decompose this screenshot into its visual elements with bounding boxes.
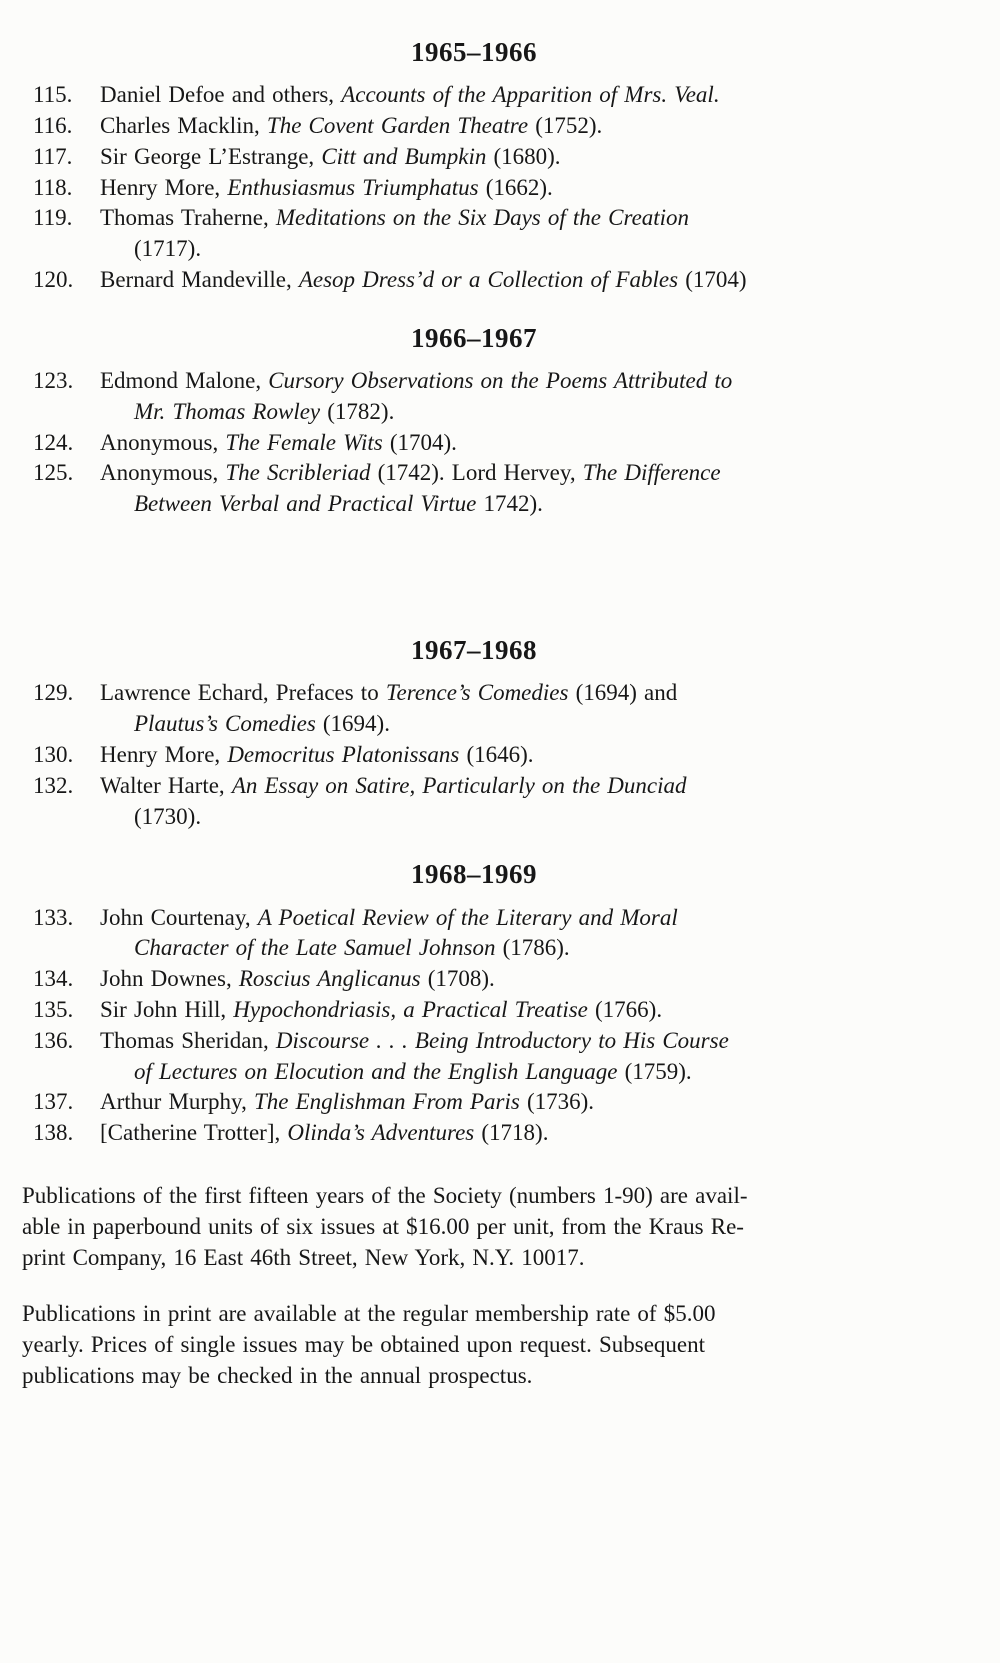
text-run: John Downes, — [100, 966, 239, 992]
title-run: An Essay on Satire, Particularly on the Dunciad — [231, 772, 687, 798]
text-run: Thomas Sheridan, — [100, 1027, 276, 1053]
text-run: Anonymous, — [100, 429, 226, 455]
title-run: Hypochondriasis, a Practical Treatise — [233, 996, 588, 1022]
paragraph-line: Publications in print are available at the regular membership rate of $5.00 — [22, 1301, 716, 1327]
publication-entry — [22, 265, 986, 296]
text-run: (1730). — [134, 803, 202, 829]
entry-number: 115. — [33, 82, 73, 108]
title-run: Mr. Thomas Rowley — [134, 398, 321, 424]
publication-sections — [22, 34, 986, 1149]
text-run: Sir George L’Estrange, — [100, 143, 322, 169]
publication-entry — [22, 366, 986, 428]
title-run: Character of the Late Samuel Johnson — [134, 935, 496, 961]
publication-entry — [22, 740, 986, 771]
entry-number: 116. — [33, 112, 73, 138]
entry-text — [100, 366, 986, 428]
entry-number: 135. — [33, 996, 74, 1022]
entry-text — [100, 771, 986, 833]
text-run: (1786). — [495, 935, 570, 961]
availability-paragraph — [22, 1181, 952, 1273]
paragraph-line: publications may be checked in the annual prospectus. — [22, 1363, 533, 1389]
paragraph-line: print Company, 16 East 46th Street, New York, N.Y. 10017. — [22, 1244, 585, 1270]
text-run: 1742). — [476, 491, 543, 517]
publication-entry — [22, 111, 986, 142]
paragraph-line: able in paperbound units of six issues at $16.00 per unit, from the Kraus Re- — [22, 1213, 744, 1239]
title-run: The Covent Garden Theatre — [266, 112, 529, 138]
entry-text — [100, 80, 986, 111]
entry-number: 119. — [33, 205, 73, 231]
text-run: Henry More, — [100, 741, 228, 767]
publication-entry — [22, 142, 986, 173]
text-run: Anonymous, — [100, 460, 226, 486]
section-heading: 1966–1967 — [411, 322, 537, 353]
text-run: (1766). — [587, 996, 663, 1022]
entry-text — [100, 903, 986, 965]
entry-number: 138. — [33, 1120, 74, 1146]
title-run: The Scribleriad — [225, 460, 371, 486]
entry-number: 125. — [33, 460, 74, 486]
entry-text — [100, 428, 986, 459]
entry-text — [100, 203, 986, 265]
title-run: The Englishman From Paris — [253, 1089, 520, 1115]
publication-entry — [22, 771, 986, 833]
section-heading: 1967–1968 — [411, 635, 537, 666]
publication-entry — [22, 678, 986, 740]
title-run: The Difference — [582, 460, 721, 486]
entry-number: 133. — [33, 904, 74, 930]
title-run: Accounts of the Apparition of Mrs. Veal. — [341, 82, 720, 108]
publication-entry — [22, 1087, 986, 1118]
title-run: A Poetical Review of the Literary and Moral — [257, 904, 678, 930]
title-run: Democritus Platonissans — [227, 741, 460, 767]
title-run: Aesop Dress’d or a Collection of Fables — [298, 267, 679, 293]
entry-text — [100, 458, 986, 520]
publication-entry — [22, 203, 986, 265]
entry-number: 124. — [33, 429, 74, 455]
title-run: The Female Wits — [225, 429, 383, 455]
year-section — [22, 320, 986, 520]
title-run: Cursory Observations on the Poems Attributed to — [268, 368, 733, 394]
text-run: (1718). — [474, 1120, 549, 1146]
text-run: Daniel Defoe and others, — [100, 82, 342, 108]
publication-entry — [22, 903, 986, 965]
entry-text — [100, 1026, 986, 1088]
entry-number: 117. — [33, 143, 73, 169]
text-run: John Courtenay, — [100, 904, 258, 930]
text-run: [Catherine Trotter], — [100, 1120, 288, 1146]
entry-text — [100, 111, 986, 142]
year-section — [22, 34, 986, 296]
availability-paragraphs — [22, 1181, 986, 1392]
publication-entry — [22, 964, 986, 995]
entry-number: 132. — [33, 772, 74, 798]
entry-number: 118. — [33, 174, 73, 200]
entry-text — [100, 265, 986, 296]
text-run: (1752). — [528, 112, 603, 138]
text-run: (1704) — [678, 267, 747, 293]
entry-text — [100, 1087, 986, 1118]
section-heading: 1968–1969 — [411, 859, 537, 890]
text-run: Walter Harte, — [100, 772, 232, 798]
entry-text — [100, 740, 986, 771]
text-run: (1662). — [478, 174, 553, 200]
text-run: (1694) and — [568, 680, 678, 706]
text-run: Arthur Murphy, — [100, 1089, 254, 1115]
entry-number: 136. — [33, 1027, 74, 1053]
entry-number: 120. — [33, 267, 74, 293]
title-run: Citt and Bumpkin — [321, 143, 487, 169]
title-run: Terence’s Comedies — [385, 680, 569, 706]
text-run: (1694). — [315, 711, 390, 737]
text-run: Edmond Malone, — [100, 368, 269, 394]
text-run: (1708). — [420, 966, 495, 992]
year-section — [22, 632, 986, 832]
title-run: Meditations on the Six Days of the Creation — [275, 205, 690, 231]
entry-number: 130. — [33, 741, 74, 767]
entry-number: 137. — [33, 1089, 74, 1115]
publication-entry — [22, 80, 986, 111]
text-run: Henry More, — [100, 174, 228, 200]
publication-entry — [22, 995, 986, 1026]
entry-text — [100, 1118, 986, 1149]
title-run: Enthusiasmus Triumphatus — [227, 174, 479, 200]
entry-text — [100, 173, 986, 204]
text-run: (1717). — [134, 236, 202, 262]
entry-text — [100, 964, 986, 995]
text-run: (1704). — [382, 429, 457, 455]
publication-entry — [22, 173, 986, 204]
entry-number: 123. — [33, 368, 74, 394]
entry-text — [100, 142, 986, 173]
text-run: (1680). — [486, 143, 561, 169]
title-run: Plautus’s Comedies — [134, 711, 316, 737]
publication-entry — [22, 458, 986, 520]
entry-number: 129. — [33, 680, 74, 706]
text-run: Lawrence Echard, Prefaces to — [100, 680, 386, 706]
availability-paragraph — [22, 1299, 952, 1391]
title-run: Between Verbal and Practical Virtue — [134, 491, 477, 517]
entry-text — [100, 995, 986, 1026]
section-heading: 1965–1966 — [411, 37, 537, 67]
entry-number: 134. — [33, 966, 74, 992]
text-run: Sir John Hill, — [100, 996, 234, 1022]
text-run: (1782). — [320, 398, 395, 424]
title-run: Olinda’s Adventures — [287, 1120, 475, 1146]
title-run: of Lectures on Elocution and the English Language — [134, 1058, 618, 1084]
text-run: (1759). — [617, 1058, 692, 1084]
text-run: Bernard Mandeville, — [100, 267, 299, 293]
publication-entry — [22, 428, 986, 459]
paragraph-line: yearly. Prices of single issues may be obtained upon request. Subsequent — [22, 1332, 706, 1358]
text-run: Thomas Traherne, — [100, 205, 276, 231]
paragraph-line: Publications of the first fifteen years of the Society (numbers 1-90) are avail- — [22, 1183, 748, 1208]
title-run: Discourse . . . Being Introductory to His Course — [275, 1027, 729, 1053]
title-run: Roscius Anglicanus — [238, 966, 421, 992]
year-section — [22, 856, 986, 1149]
text-run: (1736). — [519, 1089, 595, 1115]
publication-entry — [22, 1026, 986, 1088]
entry-text — [100, 678, 986, 740]
text-run: Charles Macklin, — [100, 112, 267, 138]
text-run: (1646). — [459, 741, 534, 767]
text-run: (1742). Lord Hervey, — [370, 460, 583, 486]
publication-entry — [22, 1118, 986, 1149]
